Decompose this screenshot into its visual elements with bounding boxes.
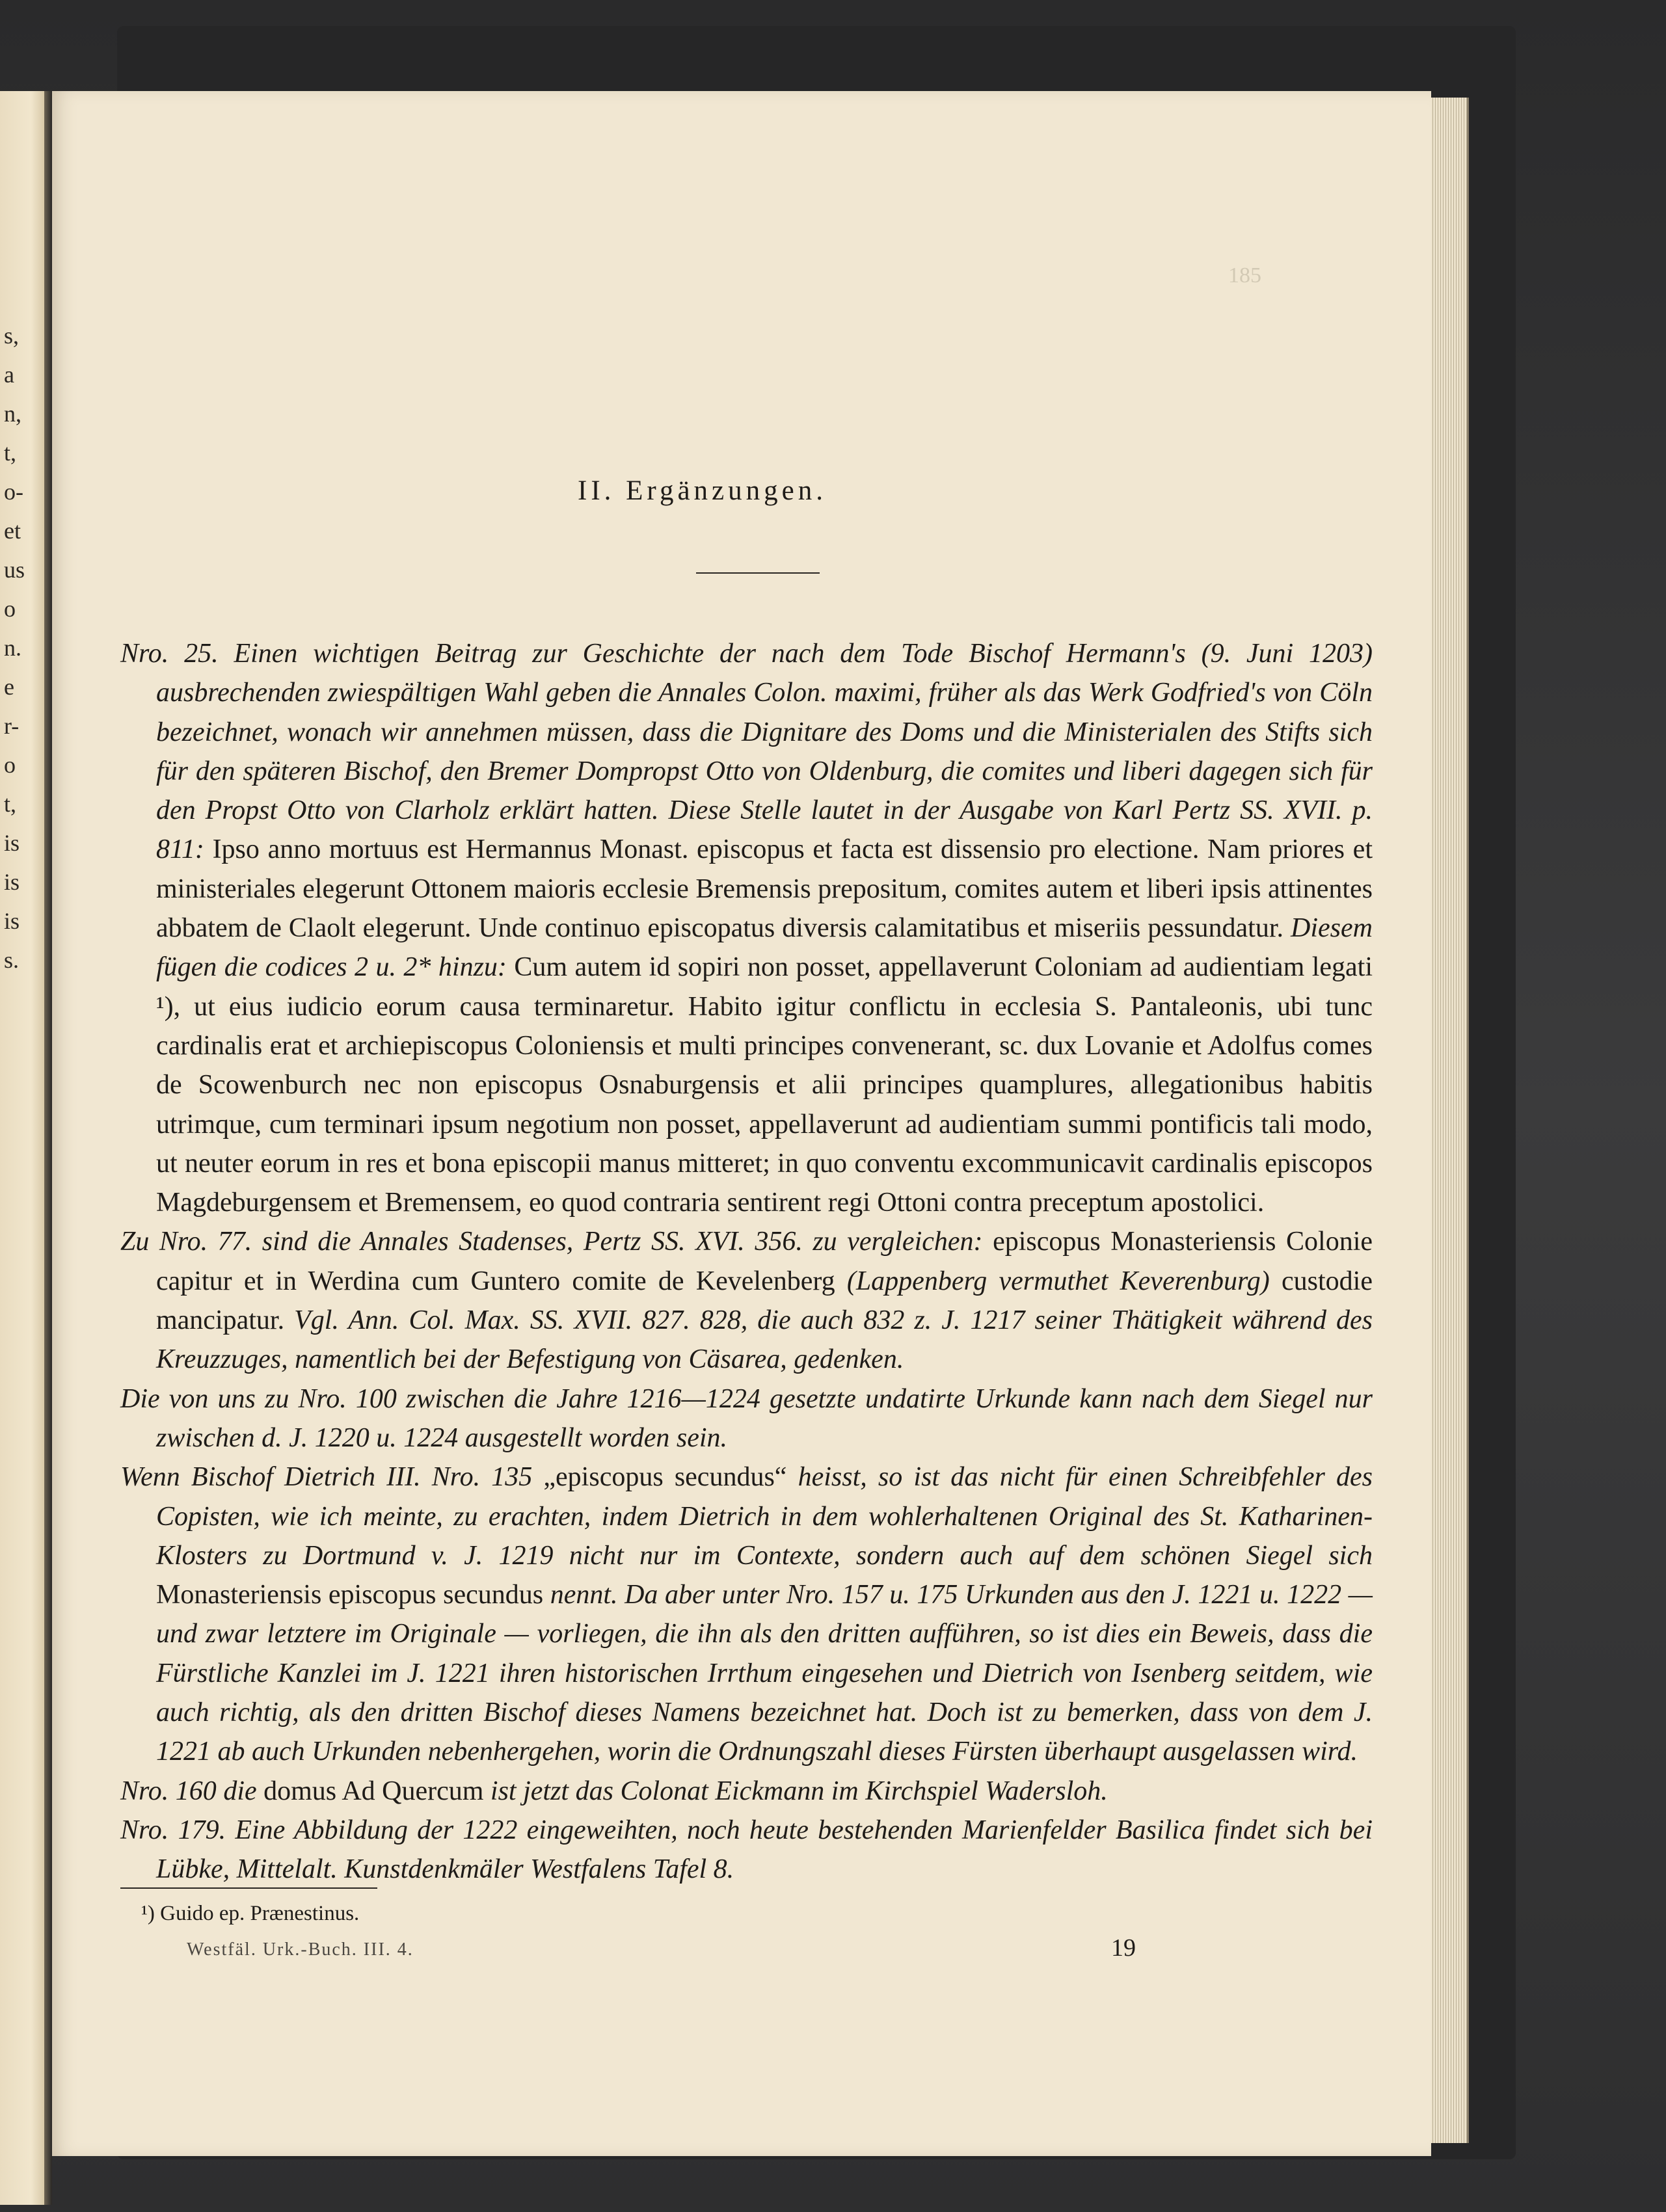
german-commentary: die	[223, 1776, 257, 1806]
left-page-fragment: t,	[4, 791, 17, 817]
german-commentary: Einen wichtigen Beitrag zur Geschichte der nach dem Tode Bischof Hermann's (9. Juni 1203) ausbrechenden zwiespältigen Wahl geben die Annales Colon. maximi, früher als das Werk Godfried's von Cöln bezeichnet, wonach wir annehmen müssen, dass die Dignitare des Doms und die Ministerialen des Stifts sich für den späteren Bischof, den Bremer Dompropst Otto von Oldenburg, die comites und liberi dagegen sich für den Propst Otto von Clarholz erklärt hatten. Diese Stelle lautet in der Ausgabe von Karl Pertz SS. XVII. p. 811:	[156, 639, 1373, 865]
german-commentary: nennt. Da aber unter Nro. 157 u. 175 Urkunden aus den J. 1221 u. 1222 — und zwar letztere im Originale — vorliegen, die ihn als den dritten aufführen, so ist dies ein Beweis, dass die Fürstliche Kanzlei im J. 1221 ihren historischen Irrthum eingesehen und Dietrich von Isenberg seitdem, wie auch richtig, als den dritten Bischof dieses Namens bezeichnet hat. Doch ist zu bemerken, dass von dem J. 1221 ab auch Urkunden nebenhergehen, worin die Ordnungszahl dieses Fürsten überhaupt ausgelassen wird.	[156, 1580, 1373, 1767]
heading-rule	[696, 572, 820, 574]
left-page-fragment: is	[4, 869, 20, 895]
section-heading: II. Ergänzungen.	[578, 475, 827, 506]
left-page-fragment: o	[4, 752, 16, 778]
left-page-fragment: s,	[4, 323, 20, 349]
german-commentary: heisst, so ist das nicht für einen Schreibfehler des Copisten, wie ich meinte, zu erachten, indem Dietrich in dem wohlerhaltenen Original des St. Katharinen-Klosters zu Dortmund v. J. 1219 nicht nur im Contexte, sondern auch auf dem schönen Siegel sich	[156, 1462, 1373, 1571]
german-commentary: sind die Annales Stadenses, Pertz SS. XVI. 356. zu vergleichen:	[262, 1227, 983, 1257]
entry-nro-179	[120, 1811, 1373, 1889]
left-page-fragment: e	[4, 674, 14, 700]
entry-nro-160	[120, 1772, 1373, 1811]
page-number: 19	[1111, 1934, 1136, 1962]
german-commentary: ist jetzt das Colonat Eickmann im Kirchspiel Wadersloh.	[490, 1776, 1108, 1806]
show-through-page-number: 185	[1228, 263, 1261, 287]
entry-nro-77	[120, 1222, 1373, 1379]
entry-nro-25	[120, 634, 1373, 1222]
left-page-fragment: o-	[4, 479, 23, 505]
book-gutter	[44, 91, 52, 2205]
left-page-fragment: s.	[4, 947, 20, 973]
german-commentary: Die von uns zu Nro. 100 zwischen die Jahre 1216—1224 gesetzte undatirte Urkunde kann nach dem Siegel nur zwischen d. J. 1220 u. 1224 ausgestellt worden sein.	[120, 1383, 1373, 1453]
page-edges	[1428, 98, 1469, 2143]
footnote-rule	[120, 1887, 377, 1889]
left-page-fragment: o	[4, 596, 16, 622]
left-page-fragment: n,	[4, 401, 21, 427]
printer-signature: Westfäl. Urk.-Buch. III. 4.	[187, 1939, 414, 1960]
german-commentary: (Lappenberg vermuthet Keverenburg)	[846, 1266, 1270, 1296]
left-page-edge	[0, 91, 44, 2205]
entry-nro-100	[120, 1379, 1373, 1458]
footnote: ¹) Guido ep. Prænestinus.	[141, 1902, 360, 1925]
left-page-fragment: r-	[4, 713, 20, 739]
entry-label: Nro. 179.	[120, 1815, 226, 1845]
book-page	[52, 91, 1431, 2156]
left-page-fragment: is	[4, 908, 20, 934]
entry-label: Zu Nro. 77.	[120, 1227, 252, 1257]
german-commentary: Vgl. Ann. Col. Max. SS. XVII. 827. 828, die auch 832 z. J. 1217 seiner Thätigkeit während des Kreuzzuges, namentlich bei der Befestigung von Cäsarea, gedenken.	[156, 1305, 1373, 1375]
left-page-fragment: us	[4, 557, 25, 583]
latin-quote: episcopus Monasteriensis Colonie capitur et in Werdina cum Guntero comite de Kevelenberg	[156, 1227, 1373, 1296]
latin-quote: custodie mancipatur.	[156, 1266, 1373, 1336]
body-text	[120, 634, 1373, 1889]
entry-label: Nro. 160	[120, 1776, 217, 1806]
latin-quote: domus Ad Quercum	[263, 1776, 484, 1806]
left-page-fragment: a	[4, 362, 14, 388]
german-commentary: Eine Abbildung der 1222 eingeweihten, noch heute bestehenden Marienfelder Basilica findet sich bei Lübke, Mittelalt. Kunstdenkmäler Westfalens Tafel 8.	[156, 1815, 1373, 1885]
left-page-fragment: is	[4, 830, 20, 856]
left-page-fragment: et	[4, 518, 21, 544]
latin-quote: Cum autem id sopiri non posset, appellaverunt Coloniam ad audientiam legati ¹), ut eius iudicio eorum causa terminaretur. Habito igitur conflictu in ecclesia S. Pantaleonis, ubi tunc cardinalis erat et archiepiscopus Coloniensis et multi principes convenerant, sc. dux Lovanie et Adolfus comes de Scowenburch nec non episcopus Osnaburgensis et alii principes quamplures, allegationibus habitis utrimque, cum terminari ipsum negotium non posset, appellaverunt ad audientiam summi pontificis tali modo, ut neuter eorum in res et bona episcopii manus mitteret; in quo conventu excommunicavit cardinalis episcopos Magdeburgensem et Bremensem, eo quod contraria sentirent regi Ottoni contra preceptum apostolici.	[156, 952, 1373, 1218]
latin-quote: Monasteriensis episcopus secundus	[156, 1580, 544, 1610]
left-page-fragment: t,	[4, 440, 17, 466]
latin-quote: Ipso anno mortuus est Hermannus Monast. episcopus et facta est dissensio pro electione. Nam priores et ministeriales elegerunt Ottonem maioris ecclesie Bremensis prepositum, comites autem et liberi ipsis attinentes abbatem de Claolt elegerunt. Unde continuo episcopatus diversis calamitatibus et miseriis pessundatur.	[156, 834, 1373, 944]
left-page-fragment: n.	[4, 635, 21, 661]
entry-label: Nro. 25.	[120, 639, 219, 669]
entry-nro-135	[120, 1458, 1373, 1771]
german-commentary: Diesem fügen die codices 2 u. 2* hinzu:	[156, 913, 1373, 983]
latin-quote: „episcopus secundus“	[543, 1462, 787, 1493]
german-commentary: Wenn Bischof Dietrich III. Nro. 135	[120, 1462, 533, 1493]
